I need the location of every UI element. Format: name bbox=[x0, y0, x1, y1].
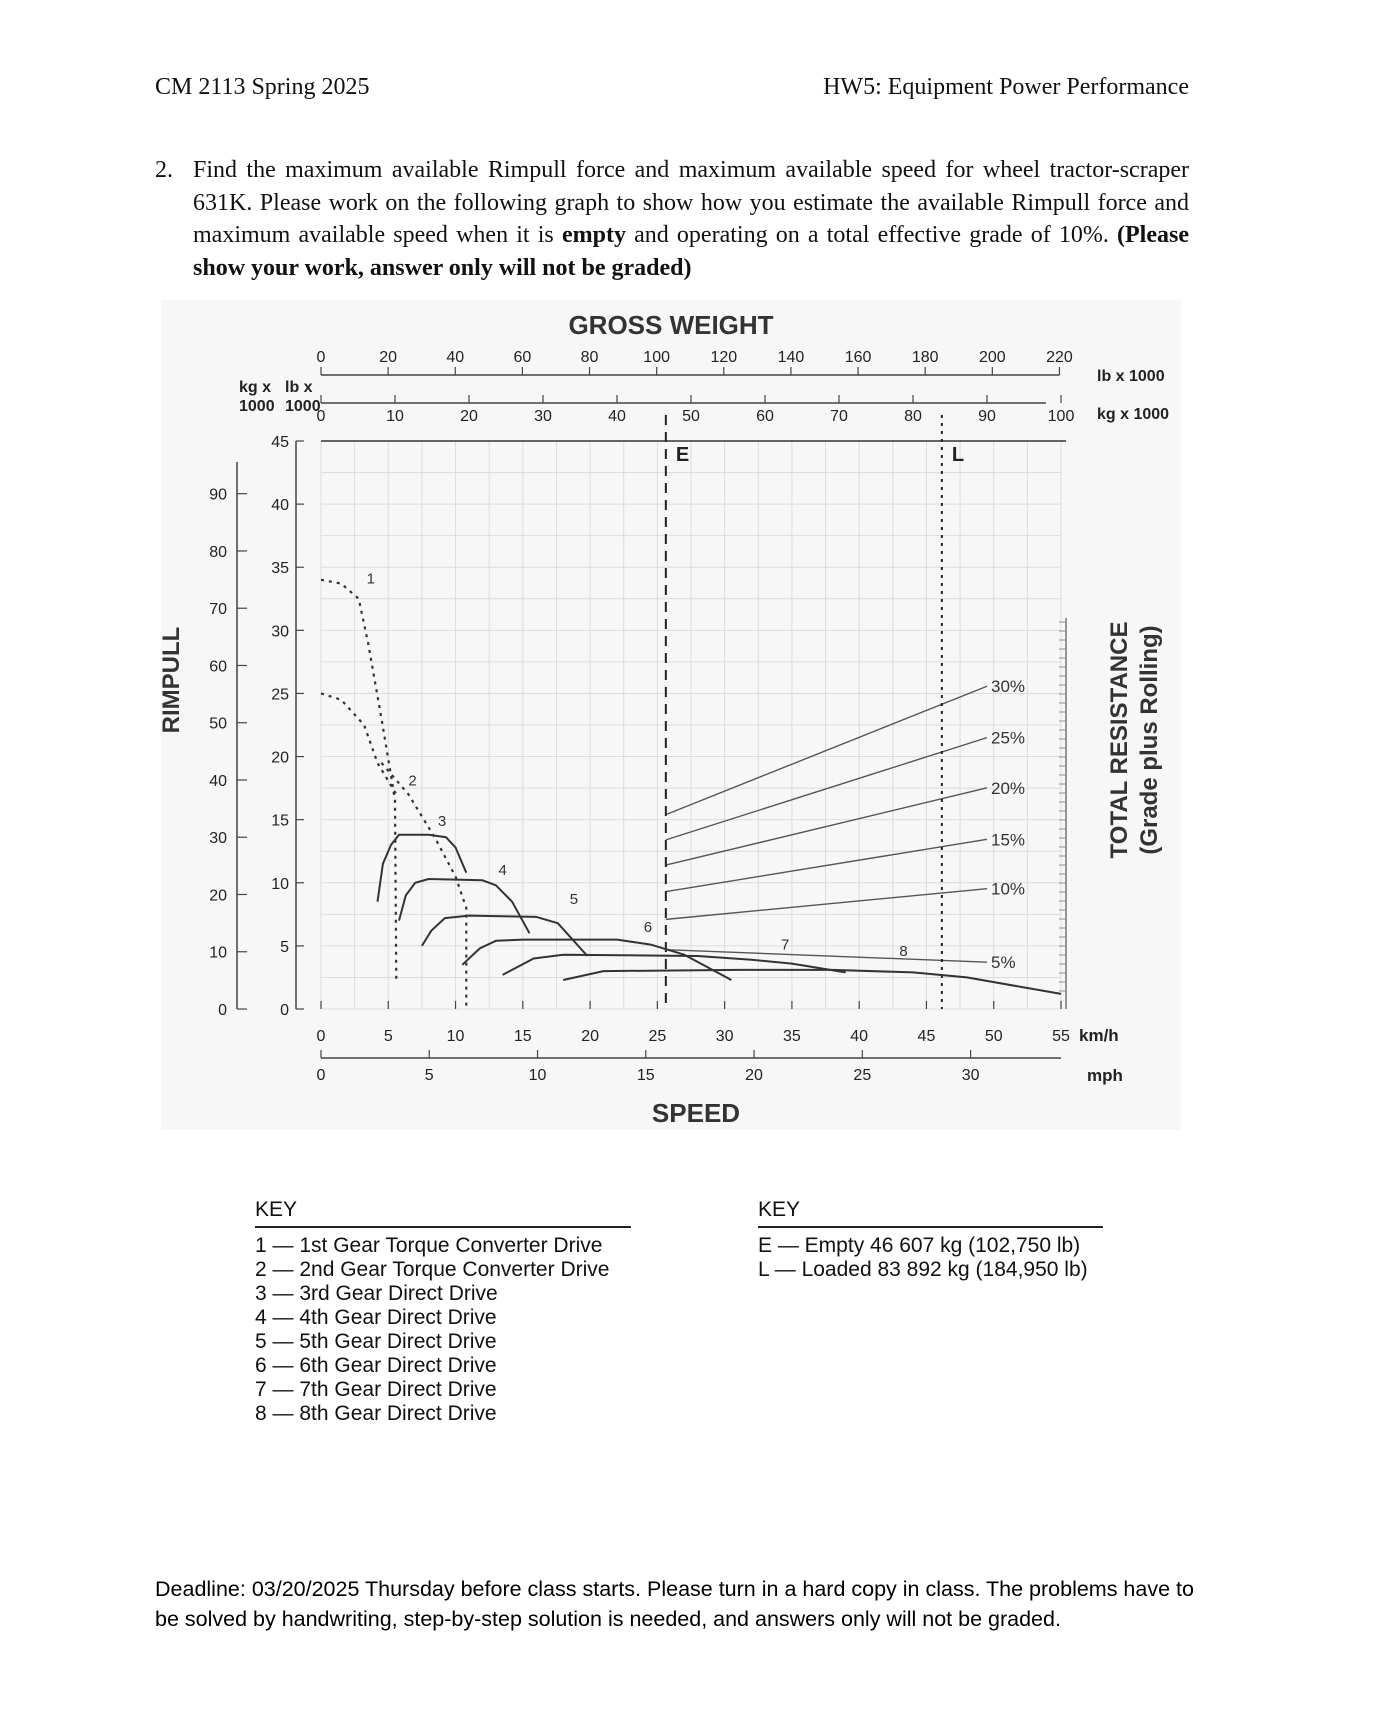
kg-weight-axis-unit-left: 1000 bbox=[239, 398, 275, 415]
lb-axis-tick-label: 220 bbox=[1046, 349, 1073, 366]
speed-mph-tick-label: 20 bbox=[745, 1067, 763, 1084]
speed-mph-tick-label: 0 bbox=[316, 1067, 326, 1084]
lb-axis-tick-label: 200 bbox=[978, 349, 1006, 366]
gear-key-item-6: 6 — 6th Gear Direct Drive bbox=[255, 1354, 497, 1377]
rimpull-lb-tick-label: 60 bbox=[209, 658, 227, 676]
kg-weight-axis-unit-right: kg x 1000 bbox=[1097, 406, 1170, 423]
kg-weight-axis-tick-label: 20 bbox=[460, 408, 478, 425]
resistance-line-label: 10% bbox=[991, 879, 1026, 899]
kg-weight-axis-tick-label: 80 bbox=[904, 408, 922, 425]
rimpull-kg-tick-label: 30 bbox=[271, 623, 289, 641]
speed-mph-unit: mph bbox=[1087, 1066, 1123, 1085]
chart-title: GROSS WEIGHT bbox=[568, 310, 774, 340]
problem-body bbox=[193, 154, 1189, 284]
problem-text-1: Find the maximum available Rimpull force and maximum available speed for wheel tractor-scraper 631K. Please work on the following graph to show how you estimate the available Rimpull force and maximum available speed when it is bbox=[193, 157, 1189, 248]
rimpull-lb-tick-label: 80 bbox=[209, 543, 227, 561]
lb-axis-tick-label: 20 bbox=[379, 349, 398, 366]
problem-statement bbox=[155, 154, 1189, 284]
resistance-line-label: 20% bbox=[991, 778, 1026, 798]
rimpull-lb-tick-label: 0 bbox=[218, 1002, 227, 1019]
gear-key-item-4: 4 — 4th Gear Direct Drive bbox=[255, 1306, 497, 1329]
speed-axis-title: SPEED bbox=[651, 1098, 741, 1128]
problem-text-2: and operating on a total effective grade of 10%. bbox=[625, 222, 1118, 248]
speed-kmh-tick-label: 10 bbox=[446, 1028, 465, 1045]
gear-label-6: 6 bbox=[643, 919, 653, 937]
rimpull-kg-tick-label: 5 bbox=[280, 938, 289, 956]
lb-axis-tick-label: 100 bbox=[643, 349, 671, 366]
rimpull-lb-tick-label: 10 bbox=[209, 944, 227, 962]
speed-kmh-tick-label: 55 bbox=[1052, 1028, 1070, 1045]
lb-axis-tick-label: 140 bbox=[777, 349, 805, 366]
gear-key-item-1: 1 — 1st Gear Torque Converter Drive bbox=[255, 1234, 603, 1257]
rimpull-kg-tick-label: 25 bbox=[271, 686, 289, 704]
resistance-line bbox=[666, 738, 987, 840]
gear-curve-3 bbox=[422, 916, 588, 956]
gear-label-5: 5 bbox=[569, 891, 579, 909]
gear-label-8: 8 bbox=[899, 942, 908, 960]
kg-weight-axis-tick-label: 30 bbox=[534, 408, 552, 425]
gear-curve-1 bbox=[321, 580, 396, 984]
resistance-line bbox=[666, 839, 987, 891]
lb-axis-tick-label: 180 bbox=[911, 349, 939, 366]
kg-weight-axis-tick-label: 60 bbox=[756, 408, 774, 425]
kg-weight-axis-tick-label: 10 bbox=[386, 408, 404, 425]
lb-axis-tick-label: 40 bbox=[446, 349, 465, 366]
lb-axis-tick-label: 120 bbox=[710, 349, 738, 366]
kg-weight-axis-tick-label: 70 bbox=[830, 408, 848, 425]
lb-axis-unit-left: 1000 bbox=[285, 398, 321, 415]
rimpull-lb-tick-label: 20 bbox=[209, 887, 227, 905]
problem-number: 2. bbox=[155, 157, 173, 183]
problem-grading-note: (Please show your work, answer only will not be graded) bbox=[193, 222, 1189, 281]
rimpull-axis-title: RIMPULL bbox=[158, 626, 185, 734]
lb-axis-unit-right: lb x 1000 bbox=[1097, 368, 1165, 385]
gear-key-item-8: 8 — 8th Gear Direct Drive bbox=[255, 1402, 497, 1425]
lb-axis-tick-label: 0 bbox=[316, 349, 326, 366]
rimpull-lb-tick-label: 70 bbox=[209, 601, 227, 619]
resistance-line-label: 30% bbox=[991, 677, 1026, 697]
course-header: CM 2113 Spring 2025 bbox=[155, 74, 370, 100]
speed-mph-tick-label: 25 bbox=[853, 1067, 872, 1084]
gear-key-item-7: 7 — 7th Gear Direct Drive bbox=[255, 1378, 497, 1401]
rimpull-kg-tick-label: 15 bbox=[271, 812, 289, 830]
lb-axis-unit-left: lb x bbox=[285, 379, 313, 396]
gear-label-1: 1 bbox=[366, 570, 375, 588]
total-resistance-subtitle: (Grade plus Rolling) bbox=[1136, 625, 1163, 855]
gear-curve-5 bbox=[503, 955, 846, 975]
total-resistance-title: TOTAL RESISTANCE bbox=[1106, 621, 1133, 859]
gear-key-item-3: 3 — 3rd Gear Direct Drive bbox=[255, 1282, 498, 1305]
rimpull-lb-tick-label: 90 bbox=[209, 486, 227, 504]
resistance-line-label: 5% bbox=[991, 953, 1016, 973]
problem-emphasis-empty: empty bbox=[561, 222, 626, 248]
gear-label-2: 2 bbox=[408, 772, 417, 790]
speed-kmh-tick-label: 45 bbox=[917, 1028, 936, 1045]
gear-curve-2-tc bbox=[399, 879, 530, 933]
weight-key-rule bbox=[758, 1226, 1103, 1228]
gear-label-4: 4 bbox=[498, 862, 507, 880]
gear-key-rule bbox=[255, 1226, 631, 1228]
deadline-note: Deadline: 03/20/2025 Thursday before class starts. Please turn in a hard copy in class. The problems have to be solved by handwriting, step-by-step solution is needed, and answers only will not be graded. bbox=[155, 1577, 1194, 1631]
weight-key bbox=[758, 1198, 1103, 1282]
resistance-line bbox=[666, 788, 987, 865]
lb-axis-tick-label: 160 bbox=[844, 349, 872, 366]
weight-key-title: KEY bbox=[758, 1198, 801, 1221]
rimpull-lb-tick-label: 40 bbox=[209, 772, 227, 790]
rimpull-kg-tick-label: 0 bbox=[280, 1002, 289, 1019]
kg-weight-axis-tick-label: 40 bbox=[608, 408, 626, 425]
speed-kmh-tick-label: 35 bbox=[783, 1028, 801, 1045]
resistance-line-label: 25% bbox=[991, 728, 1026, 748]
gear-key bbox=[255, 1198, 631, 1426]
kg-weight-axis-tick-label: 100 bbox=[1047, 408, 1075, 425]
kg-weight-axis-tick-label: 0 bbox=[316, 408, 326, 425]
gear-label-7: 7 bbox=[781, 936, 790, 954]
rimpull-kg-tick-label: 20 bbox=[271, 749, 289, 767]
rimpull-chart bbox=[158, 300, 1181, 1130]
kg-weight-axis-unit-left: kg x bbox=[239, 379, 272, 396]
kg-weight-axis-tick-label: 50 bbox=[682, 408, 700, 425]
rimpull-kg-tick-label: 10 bbox=[271, 875, 289, 893]
speed-kmh-tick-label: 30 bbox=[715, 1028, 734, 1045]
speed-kmh-tick-label: 5 bbox=[383, 1028, 393, 1045]
gear-key-item-2: 2 — 2nd Gear Torque Converter Drive bbox=[255, 1258, 610, 1281]
lb-axis-tick-label: 60 bbox=[513, 349, 532, 366]
speed-kmh-tick-label: 40 bbox=[850, 1028, 869, 1045]
weight-key-loaded: L — Loaded 83 892 kg (184,950 lb) bbox=[758, 1258, 1088, 1281]
gear-label-3: 3 bbox=[437, 812, 447, 830]
speed-mph-tick-label: 5 bbox=[424, 1067, 434, 1084]
gear-curve-2 bbox=[382, 763, 467, 1009]
resistance-line bbox=[666, 686, 987, 814]
speed-kmh-tick-label: 0 bbox=[316, 1028, 326, 1045]
assignment-title: HW5: Equipment Power Performance bbox=[823, 74, 1189, 100]
gear-key-title: KEY bbox=[255, 1198, 298, 1221]
gear-curve-6 bbox=[563, 970, 1061, 994]
lb-axis-tick-label: 80 bbox=[580, 349, 599, 366]
speed-mph-tick-label: 15 bbox=[636, 1067, 655, 1084]
gear-key-item-5: 5 — 5th Gear Direct Drive bbox=[255, 1330, 497, 1353]
resistance-line-label: 15% bbox=[991, 830, 1026, 850]
weight-line-label-e: E bbox=[675, 444, 690, 466]
speed-mph-tick-label: 10 bbox=[528, 1067, 547, 1084]
rimpull-lb-tick-label: 50 bbox=[209, 715, 227, 733]
weight-key-empty: E — Empty 46 607 kg (102,750 lb) bbox=[758, 1234, 1081, 1257]
rimpull-kg-tick-label: 40 bbox=[271, 497, 289, 515]
speed-kmh-tick-label: 25 bbox=[648, 1028, 667, 1045]
speed-kmh-tick-label: 50 bbox=[984, 1028, 1003, 1045]
gear-curve-1a bbox=[321, 693, 396, 794]
rimpull-chart-svg bbox=[158, 300, 1181, 1130]
rimpull-lb-tick-label: 30 bbox=[209, 830, 227, 848]
speed-kmh-tick-label: 15 bbox=[513, 1028, 532, 1045]
kg-weight-axis-tick-label: 90 bbox=[978, 408, 996, 425]
speed-kmh-unit: km/h bbox=[1079, 1026, 1119, 1045]
speed-mph-tick-label: 30 bbox=[961, 1067, 980, 1084]
weight-line-label-l: L bbox=[951, 444, 965, 466]
rimpull-kg-tick-label: 45 bbox=[271, 434, 289, 451]
rimpull-kg-tick-label: 35 bbox=[271, 560, 289, 578]
speed-kmh-tick-label: 20 bbox=[581, 1028, 599, 1045]
resistance-line bbox=[666, 950, 987, 962]
